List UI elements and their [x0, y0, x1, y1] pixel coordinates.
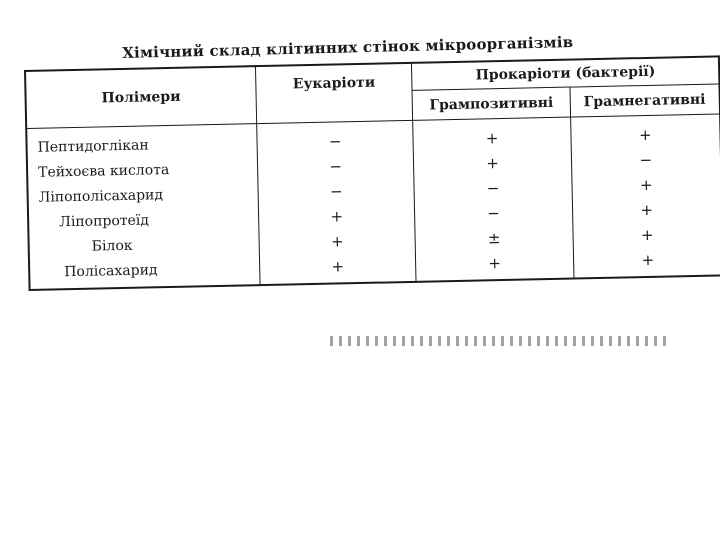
- header-polymers: Полімери: [25, 66, 256, 128]
- cell-gram-positive: −: [415, 199, 573, 227]
- header-eukaryotes: Еукаріоти: [255, 63, 413, 124]
- cell-gram-negative: +: [640, 200, 654, 219]
- cell-eukaryotes: −: [256, 120, 413, 155]
- cell-eukaryotes: +: [259, 252, 416, 285]
- cell-eukaryotes: +: [259, 227, 416, 255]
- cell-gram-negative: −: [639, 150, 653, 169]
- row-name: Ліпополісахарид: [27, 180, 258, 210]
- cell-gram-positive: +: [413, 117, 571, 152]
- cell-gram-positive: +: [414, 149, 572, 177]
- cell-gram-negative: +: [640, 225, 654, 244]
- cell-gram-positive: ±: [415, 224, 573, 252]
- row-name: Білок: [28, 230, 259, 260]
- row-name: Полісахарид: [29, 255, 260, 290]
- scan-artifact: [330, 336, 672, 346]
- cell-gram-negative: +: [641, 250, 655, 269]
- row-name: Тейхоєва кислота: [27, 155, 258, 185]
- page-title: Хімічний склад клітинних стінок мікроорганізмів: [122, 32, 574, 62]
- row-name: Ліпопротеїд: [28, 205, 259, 235]
- header-gram-negative: Грамнегативні: [570, 84, 720, 117]
- cell-eukaryotes: −: [257, 152, 414, 180]
- row-name: Пептидоглікан: [26, 124, 257, 160]
- cell-eukaryotes: +: [258, 202, 415, 230]
- composition-table-wrapper: [24, 55, 720, 291]
- cell-gram-positive: −: [414, 174, 572, 202]
- cell-gram-negative: +: [638, 125, 652, 144]
- cell-eukaryotes: −: [258, 177, 415, 205]
- composition-table: [24, 55, 720, 291]
- cell-gram-positive: +: [416, 249, 574, 282]
- header-gram-positive: Грампозитивні: [412, 88, 570, 121]
- cell-gram-negative: +: [639, 175, 653, 194]
- header-prokaryotes: Прокаріоти (бактерії): [412, 56, 720, 90]
